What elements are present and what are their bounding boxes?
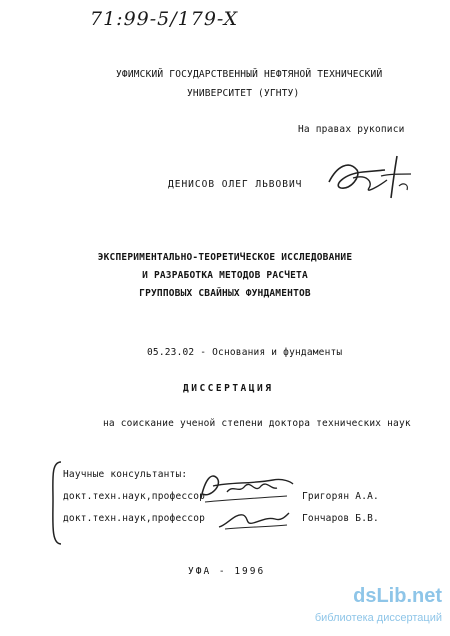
catalog-number: 71:99-5/179-X — [90, 8, 239, 30]
specialty-code: 05.23.02 - Основания и фундаменты — [147, 347, 343, 358]
consultant-1-name: Григорян А.А. — [302, 491, 379, 502]
dissertation-title-line-1: ЭКСПЕРИМЕНТАЛЬНО-ТЕОРЕТИЧЕСКОЕ ИССЛЕДОВАНИЕ — [97, 252, 353, 263]
consultant-1-signature — [197, 468, 297, 506]
document-type: ДИССЕРТАЦИЯ — [183, 383, 274, 394]
consultant-1-position: докт.техн.наук,профессор — [63, 491, 206, 502]
degree-line: на соискание ученой степени доктора технических наук — [103, 418, 411, 429]
author-signature — [323, 152, 415, 204]
dissertation-title-line-2: И РАЗРАБОТКА МЕТОДОВ РАСЧЕТА — [142, 270, 308, 281]
consultants-heading: Научные консультанты: — [63, 469, 188, 480]
rights-note: На правах рукописи — [298, 124, 405, 135]
author-name: ДЕНИСОВ ОЛЕГ ЛЬВОВИЧ — [168, 179, 303, 190]
university-line-1: УФИМСКИЙ ГОСУДАРСТВЕННЫЙ НЕФТЯНОЙ ТЕХНИЧЕСКИЙ — [116, 69, 383, 80]
dissertation-title-line-3: ГРУППОВЫХ СВАЙНЫХ ФУНДАМЕНТОВ — [139, 288, 311, 299]
university-line-2: УНИВЕРСИТЕТ (УГНТУ) — [187, 88, 300, 99]
consultant-2-position: докт.техн.наук,профессор — [63, 513, 206, 524]
watermark-brand: dsLib.net — [353, 585, 442, 607]
consultant-2-signature — [215, 505, 293, 533]
city-year: УФА - 1996 — [188, 566, 266, 577]
watermark-subtitle: библиотека диссертаций — [314, 612, 442, 624]
dslib-watermark-logo[interactable] — [314, 585, 446, 631]
consultant-2-name: Гончаров Б.В. — [302, 513, 379, 524]
